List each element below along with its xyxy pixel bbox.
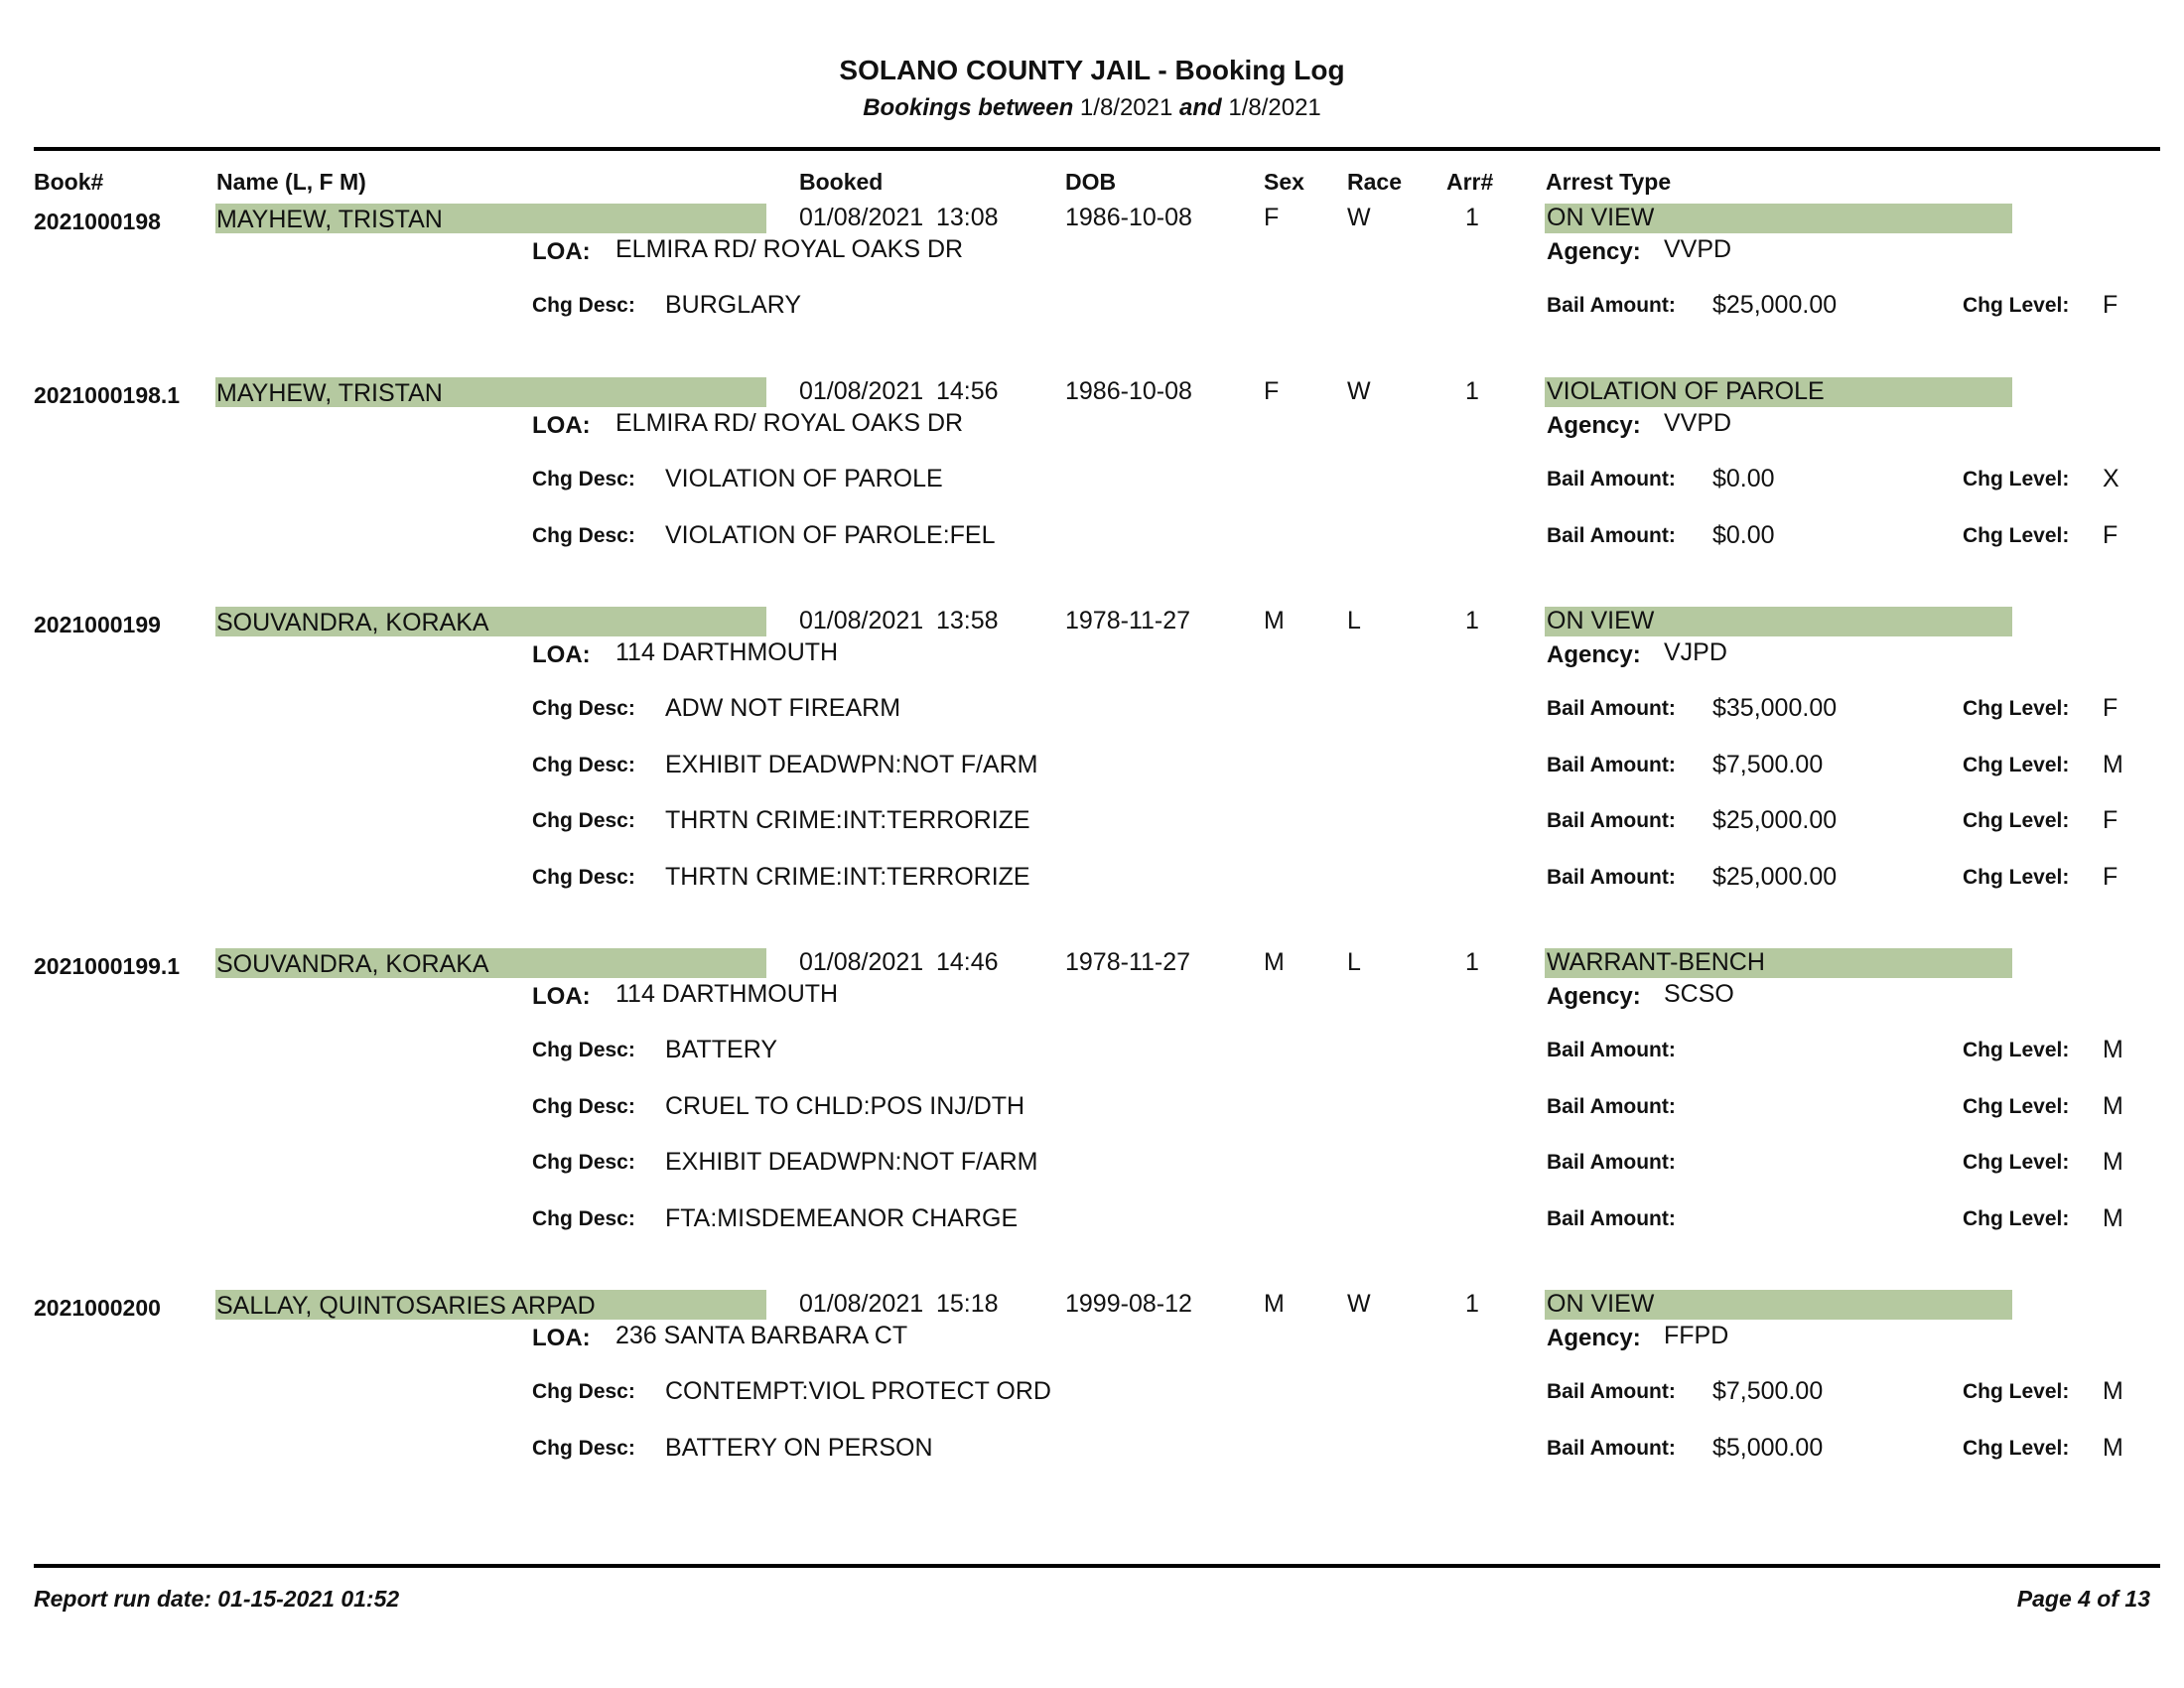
dob-value: 1999-08-12 (1065, 1290, 1192, 1318)
chg-desc-value: EXHIBIT DEADWPN:NOT F/ARM (665, 1148, 1038, 1176)
chg-desc-value: VIOLATION OF PAROLE:FEL (665, 520, 996, 549)
bail-amount-value: $25,000.00 (1712, 806, 1838, 834)
sex-value: M (1264, 607, 1285, 634)
subtitle-date-to: 1/8/2021 (1228, 94, 1321, 121)
chg-desc-value: BATTERY (665, 1036, 777, 1063)
chg-level-value: M (2103, 750, 2123, 778)
page-number: Page 4 of 13 (2016, 1586, 2150, 1612)
agency-value: VVPD (1664, 235, 1732, 263)
booked-time: 13:58 (936, 607, 999, 634)
booked-date: 01/08/2021 (799, 377, 924, 405)
dob-value: 1986-10-08 (1065, 204, 1192, 231)
chg-desc-value: EXHIBIT DEADWPN:NOT F/ARM (665, 750, 1038, 778)
chg-desc-value: FTA:MISDEMEANOR CHARGE (665, 1203, 1019, 1232)
bail-amount-label: Bail Amount: (1547, 865, 1676, 889)
report-title: SOLANO COUNTY JAIL - Booking Log (839, 55, 1345, 85)
inmate-name: SOUVANDRA, KORAKA (216, 950, 489, 978)
col-header-sex: Sex (1264, 169, 1304, 195)
book-number: 2021000199.1 (34, 953, 181, 979)
agency-label: Agency: (1547, 983, 1641, 1010)
booked-time: 14:56 (936, 377, 999, 405)
chg-desc-label: Chg Desc: (532, 1039, 635, 1061)
agency-label: Agency: (1547, 412, 1641, 439)
loa-value: ELMIRA RD/ ROYAL OAKS DR (615, 235, 964, 263)
chg-level-label: Chg Level: (1963, 753, 2070, 776)
booked-time: 15:18 (936, 1290, 999, 1318)
chg-desc-label: Chg Desc: (532, 809, 635, 832)
arrest-type: ON VIEW (1547, 607, 1655, 634)
subtitle-and: and (1179, 94, 1222, 121)
sex-value: M (1264, 948, 1285, 976)
footer-divider (34, 1564, 2160, 1568)
loa-label: LOA: (532, 983, 591, 1010)
chg-level-value: M (2103, 1377, 2123, 1405)
chg-desc-label: Chg Desc: (532, 294, 635, 317)
chg-desc-label: Chg Desc: (532, 468, 635, 491)
bail-amount-value: $7,500.00 (1712, 1377, 1824, 1405)
bail-amount-value: $0.00 (1712, 465, 1775, 492)
loa-value: 114 DARTHMOUTH (615, 980, 839, 1008)
agency-value: FFPD (1664, 1322, 1729, 1349)
loa-label: LOA: (532, 412, 591, 439)
subtitle-date-from: 1/8/2021 (1079, 94, 1173, 121)
chg-level-label: Chg Level: (1963, 865, 2070, 889)
dob-value: 1986-10-08 (1065, 377, 1192, 405)
col-header-arrest-type: Arrest Type (1546, 169, 1672, 195)
arr-value: 1 (1465, 377, 1479, 405)
agency-value: VJPD (1664, 638, 1727, 666)
loa-label: LOA: (532, 641, 591, 668)
bail-amount-value: $25,000.00 (1712, 291, 1838, 319)
agency-label: Agency: (1547, 238, 1641, 265)
dob-value: 1978-11-27 (1065, 607, 1191, 634)
col-header-dob: DOB (1065, 169, 1117, 195)
booked-time: 13:08 (936, 204, 999, 231)
agency-label: Agency: (1547, 1325, 1641, 1351)
booked-date: 01/08/2021 (799, 1290, 924, 1318)
inmate-name: MAYHEW, TRISTAN (216, 206, 443, 233)
chg-level-value: M (2103, 1433, 2123, 1462)
bail-amount-value: $0.00 (1712, 520, 1775, 549)
bail-amount-value: $7,500.00 (1712, 750, 1824, 778)
chg-desc-label: Chg Desc: (532, 865, 635, 889)
arrest-type: VIOLATION OF PAROLE (1547, 377, 1825, 405)
bail-amount-label: Bail Amount: (1547, 697, 1676, 720)
bail-amount-label: Bail Amount: (1547, 1206, 1676, 1230)
booked-date: 01/08/2021 (799, 204, 924, 231)
chg-level-label: Chg Level: (1963, 1151, 2070, 1174)
chg-level-value: F (2103, 694, 2118, 722)
chg-level-value: M (2103, 1148, 2123, 1176)
dob-value: 1978-11-27 (1065, 948, 1191, 976)
col-header-booked: Booked (799, 169, 884, 195)
loa-value: 236 SANTA BARBARA CT (615, 1322, 908, 1349)
race-value: W (1347, 1290, 1371, 1318)
bail-amount-label: Bail Amount: (1547, 753, 1676, 776)
chg-desc-label: Chg Desc: (532, 1206, 635, 1230)
chg-level-value: M (2103, 1203, 2123, 1232)
chg-desc-value: CONTEMPT:VIOL PROTECT ORD (665, 1377, 1051, 1405)
sex-value: M (1264, 1290, 1285, 1318)
chg-desc-value: THRTN CRIME:INT:TERRORIZE (665, 862, 1030, 891)
chg-desc-label: Chg Desc: (532, 753, 635, 776)
loa-value: ELMIRA RD/ ROYAL OAKS DR (615, 409, 964, 437)
sex-value: F (1264, 204, 1280, 231)
chg-desc-value: CRUEL TO CHLD:POS INJ/DTH (665, 1091, 1025, 1120)
arrest-type: ON VIEW (1547, 204, 1655, 231)
chg-desc-label: Chg Desc: (532, 1436, 635, 1460)
arr-value: 1 (1465, 948, 1479, 976)
chg-level-label: Chg Level: (1963, 697, 2070, 720)
agency-label: Agency: (1547, 641, 1641, 668)
arrest-type: WARRANT-BENCH (1547, 948, 1765, 976)
bail-amount-value: $35,000.00 (1712, 694, 1838, 722)
bail-amount-label: Bail Amount: (1547, 1436, 1676, 1460)
chg-desc-label: Chg Desc: (532, 1380, 635, 1403)
bail-amount-label: Bail Amount: (1547, 523, 1676, 547)
chg-desc-label: Chg Desc: (532, 697, 635, 720)
bail-amount-label: Bail Amount: (1547, 809, 1676, 832)
bail-amount-label: Bail Amount: (1547, 468, 1676, 491)
chg-desc-value: BURGLARY (665, 291, 802, 319)
col-header-book: Book# (34, 169, 104, 195)
book-number: 2021000199 (34, 612, 161, 637)
bail-amount-label: Bail Amount: (1547, 1039, 1676, 1061)
report-subtitle (0, 94, 2184, 122)
sex-value: F (1264, 377, 1280, 405)
bail-amount-value: $5,000.00 (1712, 1433, 1824, 1462)
loa-label: LOA: (532, 1325, 591, 1351)
arr-value: 1 (1465, 204, 1479, 231)
col-header-name: Name (L, F M) (216, 169, 366, 195)
chg-level-value: M (2103, 1091, 2123, 1120)
race-value: W (1347, 377, 1371, 405)
chg-level-value: F (2103, 862, 2118, 891)
chg-level-value: F (2103, 291, 2118, 319)
report-run-date: Report run date: 01-15-2021 01:52 (34, 1586, 400, 1612)
chg-desc-label: Chg Desc: (532, 523, 635, 547)
col-header-arr: Arr# (1446, 169, 1494, 195)
chg-level-value: M (2103, 1036, 2123, 1063)
race-value: W (1347, 204, 1371, 231)
chg-level-value: F (2103, 806, 2118, 834)
chg-level-label: Chg Level: (1963, 523, 2070, 547)
chg-level-value: X (2103, 465, 2119, 492)
bail-amount-label: Bail Amount: (1547, 1380, 1676, 1403)
race-value: L (1347, 948, 1361, 976)
chg-level-label: Chg Level: (1963, 294, 2070, 317)
header-divider (34, 147, 2160, 151)
inmate-name: SOUVANDRA, KORAKA (216, 609, 489, 636)
chg-desc-value: THRTN CRIME:INT:TERRORIZE (665, 806, 1030, 834)
chg-desc-value: VIOLATION OF PAROLE (665, 465, 943, 492)
agency-value: SCSO (1664, 980, 1734, 1008)
book-number: 2021000198.1 (34, 382, 181, 408)
loa-value: 114 DARTHMOUTH (615, 638, 839, 666)
chg-level-label: Chg Level: (1963, 809, 2070, 832)
chg-level-label: Chg Level: (1963, 1436, 2070, 1460)
bail-amount-label: Bail Amount: (1547, 1094, 1676, 1118)
arr-value: 1 (1465, 607, 1479, 634)
chg-level-label: Chg Level: (1963, 1206, 2070, 1230)
inmate-name: SALLAY, QUINTOSARIES ARPAD (216, 1292, 596, 1320)
inmate-name: MAYHEW, TRISTAN (216, 379, 443, 407)
chg-level-label: Chg Level: (1963, 1094, 2070, 1118)
booked-time: 14:46 (936, 948, 999, 976)
agency-value: VVPD (1664, 409, 1732, 437)
race-value: L (1347, 607, 1361, 634)
arrest-type: ON VIEW (1547, 1290, 1655, 1318)
subtitle-prefix: Bookings between (863, 94, 1074, 121)
chg-desc-value: BATTERY ON PERSON (665, 1433, 933, 1462)
book-number: 2021000200 (34, 1295, 161, 1321)
booked-date: 01/08/2021 (799, 607, 924, 634)
chg-level-label: Chg Level: (1963, 468, 2070, 491)
col-header-race: Race (1347, 169, 1402, 195)
chg-level-label: Chg Level: (1963, 1380, 2070, 1403)
chg-desc-label: Chg Desc: (532, 1094, 635, 1118)
chg-level-value: F (2103, 520, 2118, 549)
chg-desc-value: ADW NOT FIREARM (665, 694, 901, 722)
chg-desc-label: Chg Desc: (532, 1151, 635, 1174)
arr-value: 1 (1465, 1290, 1479, 1318)
bail-amount-value: $25,000.00 (1712, 862, 1838, 891)
loa-label: LOA: (532, 238, 591, 265)
booked-date: 01/08/2021 (799, 948, 924, 976)
chg-level-label: Chg Level: (1963, 1039, 2070, 1061)
bail-amount-label: Bail Amount: (1547, 294, 1676, 317)
book-number: 2021000198 (34, 209, 161, 234)
bail-amount-label: Bail Amount: (1547, 1151, 1676, 1174)
